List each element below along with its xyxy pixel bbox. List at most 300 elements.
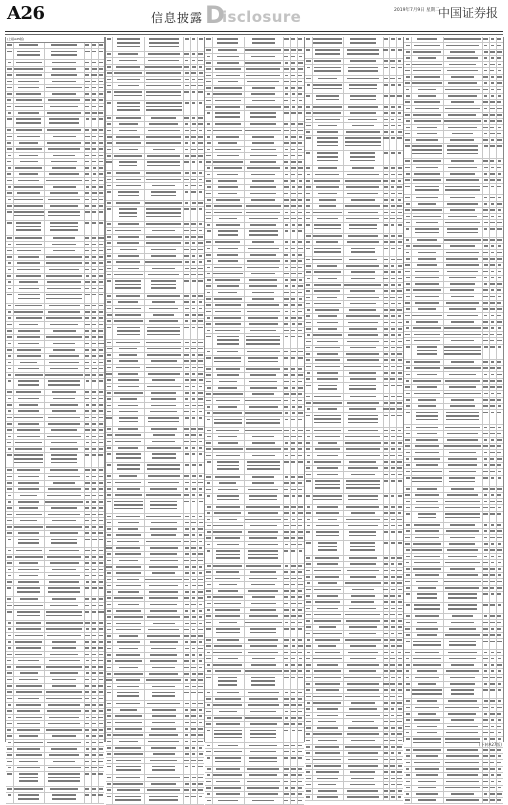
table-cell-text bbox=[19, 44, 38, 46]
table-cell-text bbox=[284, 639, 288, 641]
table-cell-text bbox=[490, 51, 494, 53]
table-cell-text bbox=[16, 74, 42, 76]
table-cell-text bbox=[250, 155, 277, 157]
table-column bbox=[204, 37, 304, 742]
table-cell-text bbox=[48, 148, 80, 150]
table-cell-text bbox=[483, 488, 488, 490]
table-row bbox=[205, 37, 303, 48]
table-cell-text bbox=[313, 334, 341, 336]
table-cell-text bbox=[484, 173, 487, 175]
table-cell-text bbox=[192, 534, 195, 536]
table-cell-text bbox=[317, 595, 338, 597]
table-cell-text bbox=[198, 268, 202, 270]
table-cell-text bbox=[398, 112, 401, 114]
table-cell-text bbox=[114, 392, 143, 394]
table-cell-text bbox=[406, 622, 410, 624]
table-cell-text bbox=[150, 560, 178, 562]
table-cell-text bbox=[150, 553, 177, 555]
table-cell-text bbox=[306, 152, 310, 154]
table-cell-text bbox=[384, 461, 388, 463]
table-cell-text bbox=[16, 391, 41, 393]
table-cell-text bbox=[117, 79, 140, 81]
table-cell-text bbox=[384, 652, 388, 654]
table-cell-text bbox=[185, 783, 189, 785]
table-cell-text bbox=[85, 343, 89, 345]
table-cell-text bbox=[384, 519, 389, 521]
table-cell-text bbox=[445, 108, 480, 110]
table-cell-text bbox=[147, 789, 179, 791]
table-cell-text bbox=[351, 702, 375, 704]
table-cell-text bbox=[92, 654, 95, 656]
table-cell-text bbox=[347, 341, 379, 343]
table-cell-text bbox=[346, 519, 381, 521]
table-cell-text bbox=[351, 778, 374, 780]
table-cell-text bbox=[50, 222, 78, 224]
table-cell-text bbox=[15, 635, 43, 637]
table-cell-text bbox=[99, 355, 103, 357]
table-cell-text bbox=[346, 131, 381, 133]
table-cell-text bbox=[306, 95, 310, 97]
table-cell-text bbox=[285, 136, 288, 138]
table-cell-text bbox=[52, 410, 75, 412]
table-cell-text bbox=[217, 499, 238, 501]
table-cell-text bbox=[490, 127, 494, 129]
table-cell-text bbox=[315, 487, 340, 489]
table-cell-text bbox=[192, 648, 195, 650]
table-cell-text bbox=[7, 723, 12, 725]
table-cell-text bbox=[451, 622, 475, 624]
table-cell-text bbox=[92, 118, 96, 120]
table-cell-text bbox=[213, 130, 242, 132]
table-cell-text bbox=[306, 733, 310, 735]
table-cell-text bbox=[306, 167, 309, 169]
table-cell-text bbox=[245, 717, 282, 719]
table-cell-text bbox=[8, 794, 12, 796]
table-cell-text bbox=[199, 522, 203, 524]
table-cell-text bbox=[445, 222, 479, 224]
table-cell-text bbox=[298, 186, 301, 188]
table-cell-text bbox=[316, 531, 339, 533]
table-cell-text bbox=[415, 652, 440, 654]
table-cell-text bbox=[245, 400, 281, 402]
table-cell-text bbox=[184, 295, 189, 297]
table-cell-text bbox=[85, 294, 90, 296]
table-cell-text bbox=[192, 161, 196, 163]
table-cell-text bbox=[8, 704, 12, 706]
table-cell-text bbox=[146, 367, 182, 369]
table-cell-text bbox=[207, 506, 211, 508]
table-cell-text bbox=[398, 442, 402, 444]
table-cell-text bbox=[49, 660, 80, 662]
table-cell-text bbox=[284, 578, 289, 580]
table-cell-text bbox=[490, 501, 494, 503]
table-cell-text bbox=[218, 186, 238, 188]
table-cell-text bbox=[18, 298, 40, 300]
table-cell-text bbox=[449, 277, 476, 279]
table-cell-text bbox=[250, 751, 276, 753]
table-cell-text bbox=[490, 108, 494, 110]
table-cell-text bbox=[483, 707, 488, 709]
table-cell-text bbox=[19, 735, 39, 737]
table-cell-text bbox=[491, 412, 495, 414]
table-cell-text bbox=[406, 615, 410, 617]
table-cell-text bbox=[285, 692, 288, 694]
table-cell-text bbox=[8, 288, 12, 290]
table-cell-text bbox=[99, 628, 104, 630]
table-cell-text bbox=[445, 562, 481, 564]
table-cell-text bbox=[398, 765, 402, 767]
table-cell-text bbox=[191, 360, 195, 362]
table-cell-text bbox=[250, 374, 275, 376]
table-cell-text bbox=[417, 127, 437, 129]
table-cell-text bbox=[483, 405, 487, 407]
table-cell-text bbox=[390, 95, 395, 97]
table-cell-text bbox=[19, 155, 37, 157]
table-cell-text bbox=[52, 598, 76, 600]
table-cell-text bbox=[306, 199, 310, 201]
table-cell-text bbox=[206, 677, 211, 679]
table-cell-text bbox=[483, 658, 487, 660]
table-cell-text bbox=[16, 93, 42, 95]
table-cell-text bbox=[484, 228, 487, 230]
table-cell-text bbox=[118, 255, 139, 257]
table-cell-text bbox=[397, 467, 402, 469]
table-cell-text bbox=[497, 452, 501, 454]
table-cell-text bbox=[298, 167, 303, 169]
table-cell-text bbox=[351, 248, 375, 250]
table-cell-text bbox=[49, 581, 79, 583]
table-cell-text bbox=[107, 295, 112, 297]
table-cell-text bbox=[390, 402, 395, 404]
table-cell-text bbox=[291, 351, 296, 353]
table-cell-text bbox=[391, 495, 394, 497]
table-cell-text bbox=[314, 228, 341, 230]
table-cell-text bbox=[191, 185, 196, 187]
table-cell-text bbox=[19, 679, 38, 681]
table-cell-text bbox=[107, 591, 111, 593]
table-cell-text bbox=[7, 222, 11, 224]
table-cell-text bbox=[146, 242, 181, 244]
table-cell-text bbox=[497, 501, 502, 503]
table-cell-text bbox=[115, 660, 142, 662]
table-cell-text bbox=[86, 380, 89, 382]
table-cell-text bbox=[207, 652, 210, 654]
table-cell-text bbox=[451, 399, 474, 401]
table-cell-text bbox=[185, 566, 189, 568]
table-cell-text bbox=[318, 408, 337, 410]
table-cell-text bbox=[314, 290, 340, 292]
table-cell-text bbox=[384, 125, 388, 127]
table-cell-text bbox=[215, 116, 240, 118]
table-cell-text bbox=[398, 512, 401, 514]
table-cell-text bbox=[85, 93, 89, 95]
table-cell-text bbox=[147, 616, 180, 618]
table-cell-text bbox=[498, 507, 501, 509]
table-cell-text bbox=[107, 327, 111, 329]
table-cell-text bbox=[116, 766, 141, 768]
table-cell-text bbox=[99, 269, 102, 271]
table-cell-text bbox=[397, 309, 402, 311]
table-cell-text bbox=[291, 357, 295, 359]
table-cell-text bbox=[406, 634, 409, 636]
table-cell-text bbox=[384, 557, 388, 559]
table-cell-text bbox=[498, 70, 501, 72]
table-cell-text bbox=[391, 112, 395, 114]
table-row bbox=[205, 334, 303, 349]
table-cell-text bbox=[491, 203, 495, 205]
table-cell-text bbox=[298, 781, 302, 783]
table-cell-text bbox=[414, 45, 440, 47]
table-cell-text bbox=[397, 95, 402, 97]
table-cell-text bbox=[215, 330, 240, 332]
table-cell-text bbox=[397, 759, 402, 761]
table-cell-text bbox=[447, 57, 478, 59]
table-cell-text bbox=[318, 582, 336, 584]
table-cell-text bbox=[446, 781, 480, 783]
table-cell-text bbox=[216, 781, 240, 783]
table-cell-text bbox=[185, 482, 189, 484]
table-cell-text bbox=[314, 251, 341, 253]
table-cell-text bbox=[306, 721, 311, 723]
table-cell-text bbox=[285, 622, 289, 624]
table-cell-text bbox=[306, 137, 311, 139]
table-cell-text bbox=[49, 173, 78, 175]
table-cell-text bbox=[92, 526, 95, 528]
table-cell-text bbox=[391, 49, 395, 51]
table-cell-text bbox=[390, 241, 395, 243]
table-cell-text bbox=[7, 429, 11, 431]
table-cell-text bbox=[199, 654, 202, 656]
table-cell-text bbox=[306, 601, 311, 603]
table-cell-text bbox=[107, 72, 112, 74]
table-cell-text bbox=[384, 633, 387, 635]
table-cell-text bbox=[151, 522, 177, 524]
table-cell-text bbox=[149, 42, 179, 44]
table-cell-text bbox=[107, 223, 111, 225]
table-cell-text bbox=[149, 320, 178, 322]
table-cell-text bbox=[446, 264, 479, 266]
table-cell-text bbox=[398, 790, 402, 792]
table-cell-text bbox=[185, 715, 188, 717]
table-cell-text bbox=[85, 180, 90, 182]
table-cell-text bbox=[216, 506, 240, 508]
table-cell-text bbox=[107, 635, 110, 637]
table-cell-text bbox=[490, 173, 495, 175]
table-cell-text bbox=[398, 131, 402, 133]
table-cell-text bbox=[497, 114, 502, 116]
table-cell-text bbox=[316, 535, 339, 537]
table-cell-text bbox=[7, 74, 11, 76]
table-cell-text bbox=[405, 445, 410, 447]
table-cell-text bbox=[349, 535, 376, 537]
table-cell-text bbox=[317, 145, 339, 147]
table-cell-text bbox=[384, 576, 388, 578]
table-cell-text bbox=[298, 717, 301, 719]
table-cell-text bbox=[99, 118, 103, 120]
table-cell-text bbox=[198, 597, 203, 599]
table-cell-text bbox=[192, 610, 195, 612]
table-cell-text bbox=[483, 719, 487, 721]
table-cell-text bbox=[484, 713, 487, 715]
table-cell-text bbox=[483, 799, 488, 801]
table-cell-text bbox=[391, 620, 394, 622]
table-cell-text bbox=[497, 340, 502, 342]
table-cell-text bbox=[291, 584, 295, 586]
table-cell-text bbox=[85, 44, 89, 46]
table-cell-text bbox=[490, 114, 494, 116]
table-cell-text bbox=[185, 591, 189, 593]
table-cell-text bbox=[285, 75, 289, 77]
table-cell-text bbox=[298, 544, 302, 546]
table-cell-text bbox=[18, 542, 39, 544]
table-cell-text bbox=[384, 38, 388, 40]
table-cell-text bbox=[391, 67, 395, 69]
table-cell-text bbox=[247, 768, 279, 770]
table-row bbox=[205, 417, 303, 428]
table-cell-text bbox=[349, 388, 376, 390]
table-cell-text bbox=[85, 211, 90, 213]
table-cell-text bbox=[185, 464, 189, 466]
table-cell-text bbox=[416, 464, 439, 466]
table-cell-text bbox=[207, 730, 210, 732]
table-cell-text bbox=[414, 608, 439, 610]
table-cell-text bbox=[384, 771, 389, 773]
table-cell-text bbox=[198, 320, 203, 322]
table-cell-text bbox=[313, 696, 342, 698]
table-cell-text bbox=[17, 748, 40, 750]
table-cell-text bbox=[7, 754, 11, 756]
table-cell-text bbox=[206, 304, 211, 306]
table-cell-text bbox=[450, 51, 475, 53]
table-cell-text bbox=[107, 136, 112, 138]
table-cell-text bbox=[315, 746, 339, 748]
table-cell-text bbox=[85, 199, 89, 201]
table-cell-text bbox=[347, 49, 379, 51]
table-cell-text bbox=[384, 645, 388, 647]
table-cell-text bbox=[491, 289, 495, 291]
table-cell-text bbox=[451, 488, 474, 490]
table-cell-text bbox=[497, 133, 501, 135]
table-cell-text bbox=[391, 328, 395, 330]
table-cell-text bbox=[345, 696, 380, 698]
table-cell-text bbox=[448, 597, 478, 599]
table-cell-text bbox=[347, 78, 380, 80]
table-cell-text bbox=[114, 274, 143, 276]
table-cell-text bbox=[249, 285, 277, 287]
table-cell-text bbox=[490, 264, 495, 266]
table-cell-text bbox=[397, 778, 402, 780]
table-cell-text bbox=[206, 49, 211, 51]
table-cell-text bbox=[185, 79, 189, 81]
table-cell-text bbox=[53, 136, 76, 138]
table-cell-text bbox=[85, 754, 89, 756]
table-cell-text bbox=[306, 193, 310, 195]
table-cell-text bbox=[213, 652, 242, 654]
table-cell-text bbox=[199, 130, 203, 132]
table-cell-text bbox=[107, 453, 110, 455]
table-cell-text bbox=[16, 148, 42, 150]
table-cell-text bbox=[347, 733, 379, 735]
table-cell-text bbox=[8, 262, 12, 264]
table-cell-text bbox=[406, 412, 410, 414]
table-cell-text bbox=[216, 550, 240, 552]
table-cell-text bbox=[217, 374, 240, 376]
table-cell-text bbox=[198, 60, 203, 62]
table-cell-text bbox=[47, 495, 80, 497]
table-cell-text bbox=[491, 271, 495, 273]
table-cell-text bbox=[8, 767, 11, 769]
table-cell-text bbox=[191, 208, 196, 210]
table-cell-text bbox=[85, 305, 90, 307]
table-cell-text bbox=[18, 581, 39, 583]
table-cell-text bbox=[184, 475, 189, 477]
table-cell-text bbox=[248, 793, 278, 795]
table-cell-text bbox=[319, 626, 337, 628]
table-cell-text bbox=[151, 648, 176, 650]
table-column bbox=[5, 37, 105, 742]
table-cell-text bbox=[248, 357, 278, 359]
table-cell-text bbox=[398, 614, 402, 616]
table-cell-text bbox=[498, 562, 501, 564]
table-cell-text bbox=[214, 422, 242, 424]
table-cell-text bbox=[146, 342, 182, 344]
table-cell-text bbox=[192, 597, 195, 599]
table-cell-text bbox=[398, 696, 402, 698]
table-cell-text bbox=[115, 280, 141, 282]
table-cell-text bbox=[115, 722, 142, 724]
table-cell-text bbox=[352, 721, 374, 723]
table-cell-text bbox=[445, 513, 480, 515]
table-cell-text bbox=[16, 666, 42, 668]
table-cell-text bbox=[291, 781, 296, 783]
table-cell-text bbox=[346, 620, 380, 622]
table-cell-text bbox=[85, 311, 90, 313]
table-cell-text bbox=[451, 321, 473, 323]
table-cell-text bbox=[445, 380, 479, 382]
table-cell-text bbox=[490, 145, 495, 147]
table-cell-text bbox=[415, 445, 438, 447]
table-cell-text bbox=[85, 256, 89, 258]
table-cell-text bbox=[298, 698, 302, 700]
table-cell-text bbox=[292, 519, 295, 521]
table-cell-text bbox=[207, 167, 211, 169]
table-cell-text bbox=[306, 341, 311, 343]
table-cell-text bbox=[414, 562, 441, 564]
table-cell-text bbox=[391, 715, 394, 717]
table-cell-text bbox=[384, 265, 388, 267]
table-cell-text bbox=[298, 317, 302, 319]
table-cell-text bbox=[92, 44, 96, 46]
table-cell-text bbox=[92, 336, 95, 338]
table-cell-text bbox=[191, 434, 196, 436]
table-cell-text bbox=[7, 691, 12, 693]
table-cell-text bbox=[107, 553, 110, 555]
table-cell-text bbox=[85, 87, 89, 89]
table-cell-text bbox=[107, 348, 112, 350]
table-cell-text bbox=[497, 615, 501, 617]
table-cell-text bbox=[490, 700, 495, 702]
table-cell-text bbox=[199, 386, 203, 388]
table-cell-text bbox=[284, 330, 289, 332]
table-cell-text bbox=[185, 734, 188, 736]
table-cell-text bbox=[483, 507, 488, 509]
table-cell-text bbox=[298, 525, 303, 527]
table-cell-text bbox=[416, 628, 438, 630]
table-cell-text bbox=[448, 604, 478, 606]
table-cell-text bbox=[207, 482, 210, 484]
table-cell-text bbox=[8, 628, 12, 630]
table-cell-text bbox=[298, 311, 302, 313]
